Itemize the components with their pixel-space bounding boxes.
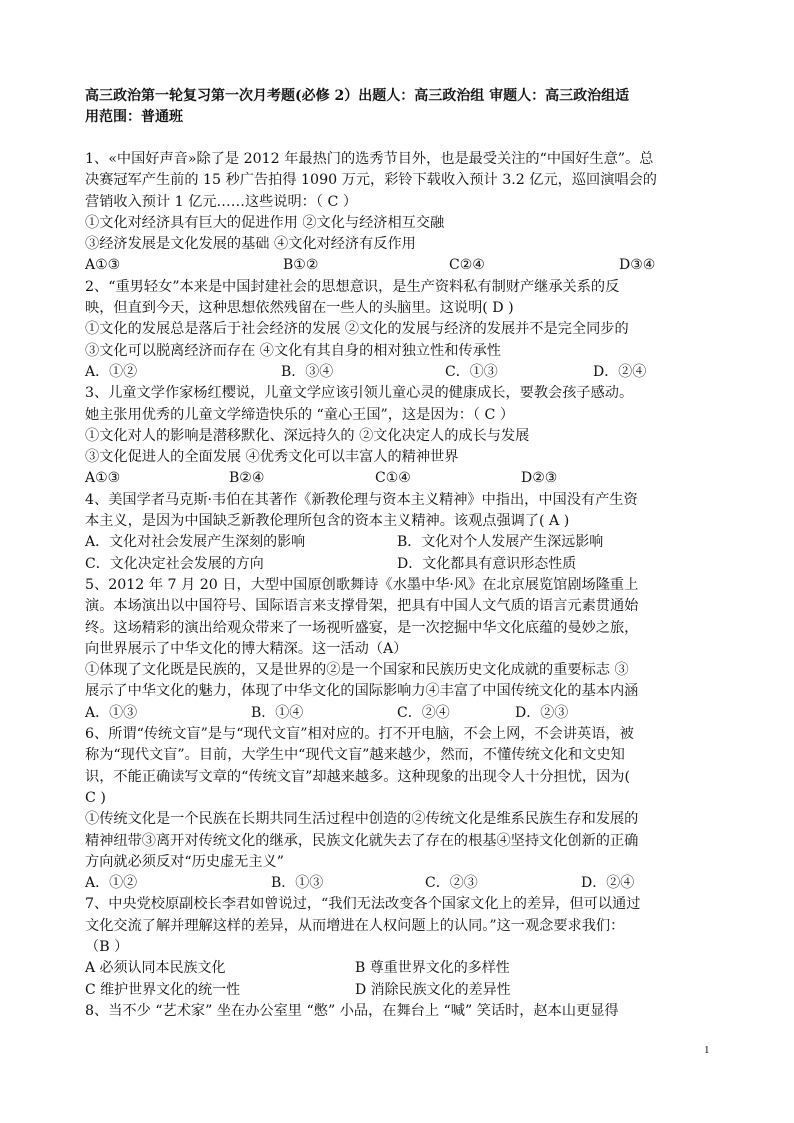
question-line: 1、«中国好声音»除了是 2012 年最热门的选秀节目外，也是最受关注的“中国好生意”。总 [85,151,654,167]
question-line: 8、当不少 “艺术家” 坐在办公室里 “憋” 小品，在舞台上 “喊” 笑话时，赵本山更显得 [85,1002,619,1019]
answer-line: C ) [85,789,106,806]
option-d: D．②③ [515,704,569,721]
option-c: C 维护世界文化的统一性 [85,981,241,998]
document-page [85,86,715,1022]
answer-options [85,873,715,894]
option-b: B．文化对个人发展产生深远影响 [397,534,604,551]
option-c: C．②④ [397,704,450,721]
answer-options [85,468,715,489]
option-c: C．文化决定社会发展的方向 [85,555,264,572]
statement-line: ③经济发展是文化发展的基础 ④文化对经济有反作用 [85,236,416,253]
option-a: A．文化对社会发展产生深刻的影响 [85,534,306,551]
question-line: 识，不能正确读写文章的“传统文盲”却越来越多。这种现象的出现令人十分担忧，因为( [85,768,630,785]
option-d: D．②④ [593,363,647,380]
option-c: C．①③ [445,363,498,380]
question-2 [85,277,715,383]
option-c: C②④ [449,257,485,274]
option-a: A①③ [85,470,121,487]
question-line: 5、2012 年 7 月 20 日，大型中国原创歌舞诗《水墨中华·风》在北京展览馆剧场隆重上 [85,576,639,593]
statement-line: ①文化对人的影响是潜移默化、深远持久的 ②文化决定人的成长与发展 [85,427,530,444]
question-8 [85,1001,715,1022]
option-c: C①④ [375,470,411,487]
question-line: 向世界展示了中华文化的博大精深。这一活动（A） [85,640,408,657]
option-a: A．①② [85,875,138,892]
option-a: A．①③ [85,704,138,721]
statement-line: ①传统文化是一个民族在长期共同生活过程中创造的②传统文化是维系民族生存和发展的 [85,811,639,828]
answer-options [85,255,715,276]
question-6 [85,724,715,894]
question-line: 演。本场演出以中国符号、国际语言来支撑骨架，把具有中国人文气质的语言元素贯通始 [85,598,639,615]
answer-options-row [85,554,715,575]
question-3 [85,383,715,489]
question-line: 映，但直到今天，这种思想依然残留在一些人的头脑里。这说明( D ) [85,300,514,317]
statement-line: ①体现了文化既是民族的，又是世界的②是一个国家和民族历史文化成就的重要标志 ③ [85,662,629,679]
answer-options-row [85,980,715,1001]
statement-line: 方向就必须反对“历史虚无主义” [85,853,284,870]
option-d: D．文化都具有意识形态性质 [397,555,577,572]
option-b: B①② [283,257,319,274]
question-5 [85,575,715,724]
option-a: A 必须认同本民族文化 [85,960,226,977]
answer-line: （B ） [85,938,129,955]
option-c: C．②③ [425,875,478,892]
statement-line: 精神纽带③离开对传统文化的继承，民族文化就失去了存在的根基④坚持文化创新的正确 [85,832,639,849]
title-line-1: 高三政治第一轮复习第一次月考题(必修 2）出题人：高三政治组 审题人：高三政治组适 [85,88,630,104]
option-d: D．②④ [581,875,635,892]
option-b: B．③④ [281,363,334,380]
option-b: B．①④ [251,704,304,721]
question-line: 称为“现代文盲”。目前，大学生中“现代文盲”越来越少，然而，不懂传统文化和文史知 [85,747,625,764]
statement-line: ①文化的发展总是落后于社会经济的发展 ②文化的发展与经济的发展并不是完全同步的 [85,321,629,338]
question-line: 终。这场精彩的演出给观众带来了一场视听盛宴，是一次挖掘中华文化底蕴的曼妙之旅， [85,619,639,636]
question-7 [85,894,715,1000]
question-line: 6、所谓“传统文盲”是与“现代文盲”相对应的。打不开电脑，不会上网，不会讲英语，被 [85,726,634,743]
question-line: 3、儿童文学作家杨红樱说，儿童文学应该引领儿童心灵的健康成长，要教会孩子感动。 [85,385,634,402]
statement-line: ③文化可以脱离经济而存在 ④文化有其自身的相对独立性和传承性 [85,342,501,359]
option-b: B．①③ [271,875,324,892]
option-b: B②④ [229,470,265,487]
question-1 [85,149,715,277]
question-line: 7、中央党校原副校长李君如曾说过，“我们无法改变各个国家文化上的差异，但可以通过 [85,896,641,913]
question-4 [85,490,715,575]
option-d: D 消除民族文化的差异性 [355,981,511,998]
statement-line: ①文化对经济具有巨大的促进作用 ②文化与经济相互交融 [85,214,445,231]
question-line: 营销收入预计 1 亿元……这些说明：（ C ） [85,193,358,210]
question-line: 她主张用优秀的儿童文学缔造快乐的 “童心王国”，这是因为：（ C ） [85,406,515,423]
question-line: 4、美国学者马克斯·韦伯在其著作《新教伦理与资本主义精神》中指出，中国没有产生资 [85,491,638,508]
option-a: A①③ [85,257,121,274]
statement-line: 展示了中华文化的魅力，体现了中华文化的国际影响力④丰富了中国传统文化的基本内涵 [85,683,639,700]
question-line: 决赛冠军产生前的 15 秒广告拍得 1090 万元，彩铃下载收入预计 3.2 亿元，巡回演唱会的 [85,172,657,189]
document-title [85,86,715,128]
option-d: D③④ [619,257,656,274]
answer-options [85,362,715,383]
title-line-2: 用范围：普通班 [85,109,183,125]
answer-options [85,703,715,724]
answer-options-row [85,958,715,979]
answer-options-row [85,532,715,553]
question-line: 2、“重男轻女”本来是中国封建社会的思想意识，是生产资料私有制财产继承关系的反 [85,278,620,295]
option-b: B 尊重世界文化的多样性 [355,960,510,977]
page-number: 1 [704,1044,710,1056]
option-a: A．①② [85,363,138,380]
option-d: D②③ [521,470,558,487]
question-line: 本主义，是因为中国缺乏新教伦理所包含的资本主义精神。该观点强调了( A ) [85,513,570,530]
question-line: 文化交流了解并理解这样的差异，从而增进在人权问题上的认同。”这一观念要求我们： [85,917,625,934]
statement-line: ③文化促进人的全面发展 ④优秀文化可以丰富人的精神世界 [85,449,459,466]
